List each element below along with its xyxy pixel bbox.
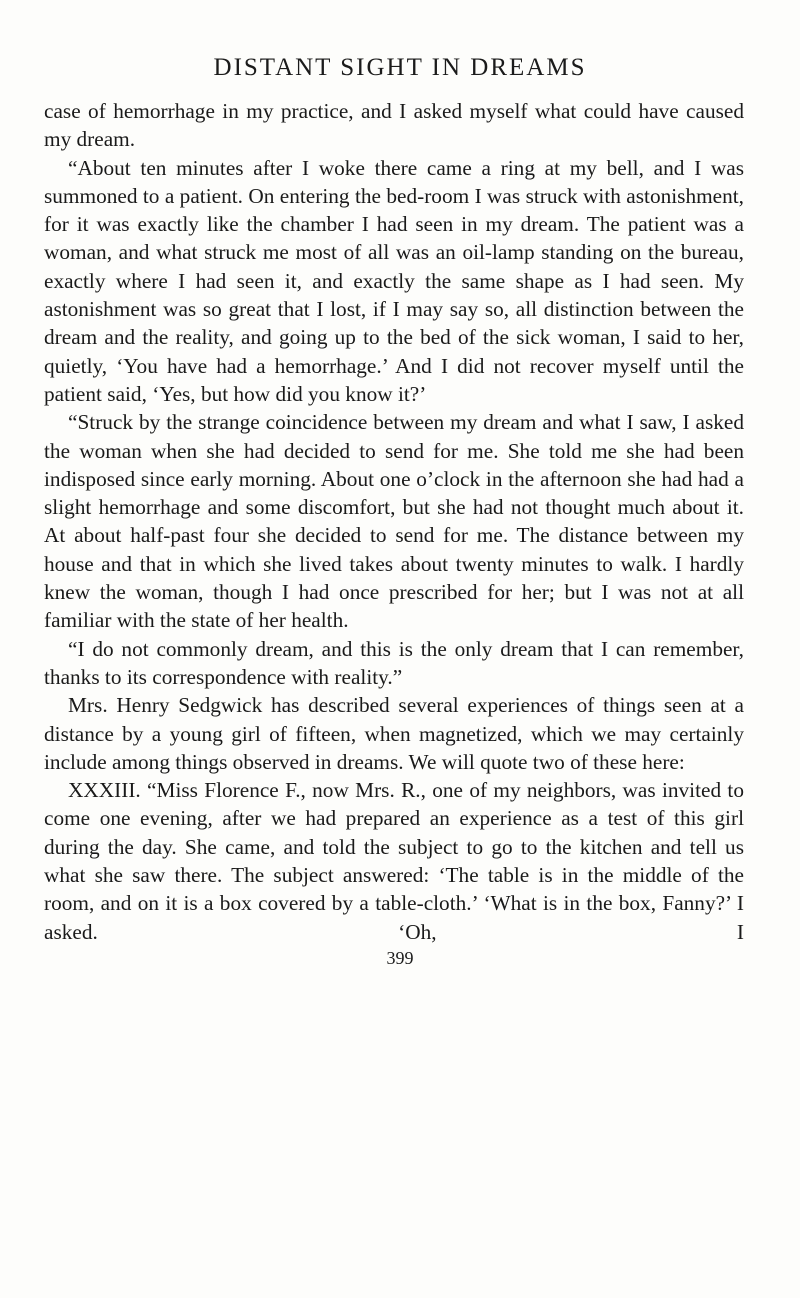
paragraph-4: “I do not commonly dream, and this is the only dream that I can remember, thanks to its correspondence with reality.”: [44, 636, 744, 689]
body-text: [44, 97, 744, 946]
paragraph-3: “Struck by the strange coincidence between my dream and what I saw, I asked the woman when she had decided to send for me. She told me she had been indisposed since early morning. About one o’clock in the afternoon she had had a slight hemorrhage and some discomfort, but she had not thought much about it. At about half-past four she decided to send for me. The distance between my house and that in which she lived takes about twenty minutes to walk. I hardly knew the woman, though I had once prescribed for her; but I was not at all familiar with the state of her health.: [44, 410, 744, 633]
page-number: 399: [386, 948, 414, 968]
running-head: DISTANT SIGHT IN DREAMS: [213, 54, 587, 81]
paragraph-1: case of hemorrhage in my practice, and I asked myself what could have caused my dream.: [44, 99, 744, 152]
paragraph-2: “About ten minutes after I woke there came a ring at my bell, and I was summoned to a patient. On entering the bed-room I was struck with astonishment, for it was exactly like the chamber I had seen in my dream. The patient was a woman, and what struck me most of all was an oil-lamp standing on the bureau, exactly where I had seen it, and exactly the same shape as I had seen. My astonishment was so great that I lost, if I may say so, all distinction between the dream and the reality, and going up to the bed of the sick woman, I said to her, quietly, ‘You have had a hemorrhage.’ And I did not recover myself until the patient said, ‘Yes, but how did you know it?’: [44, 155, 744, 406]
paragraph-6: XXXIII. “Miss Florence F., now Mrs. R., one of my neighbors, was invited to come one evening, after we had prepared an experience as a test of this girl during the day. She came, and told the subject to go to the kitchen and tell us what she saw there. The subject answered: ‘The table is in the middle of the room, and on it is a box covered by a table-cloth.’ ‘What is in the box, Fanny?’ I asked. ‘Oh, I: [44, 778, 744, 944]
paragraph-5: Mrs. Henry Sedgwick has described several experiences of things seen at a distance by a young girl of fifteen, when magnetized, which we may certainly include among things observed in dreams. We will quote two of these here:: [44, 693, 744, 774]
